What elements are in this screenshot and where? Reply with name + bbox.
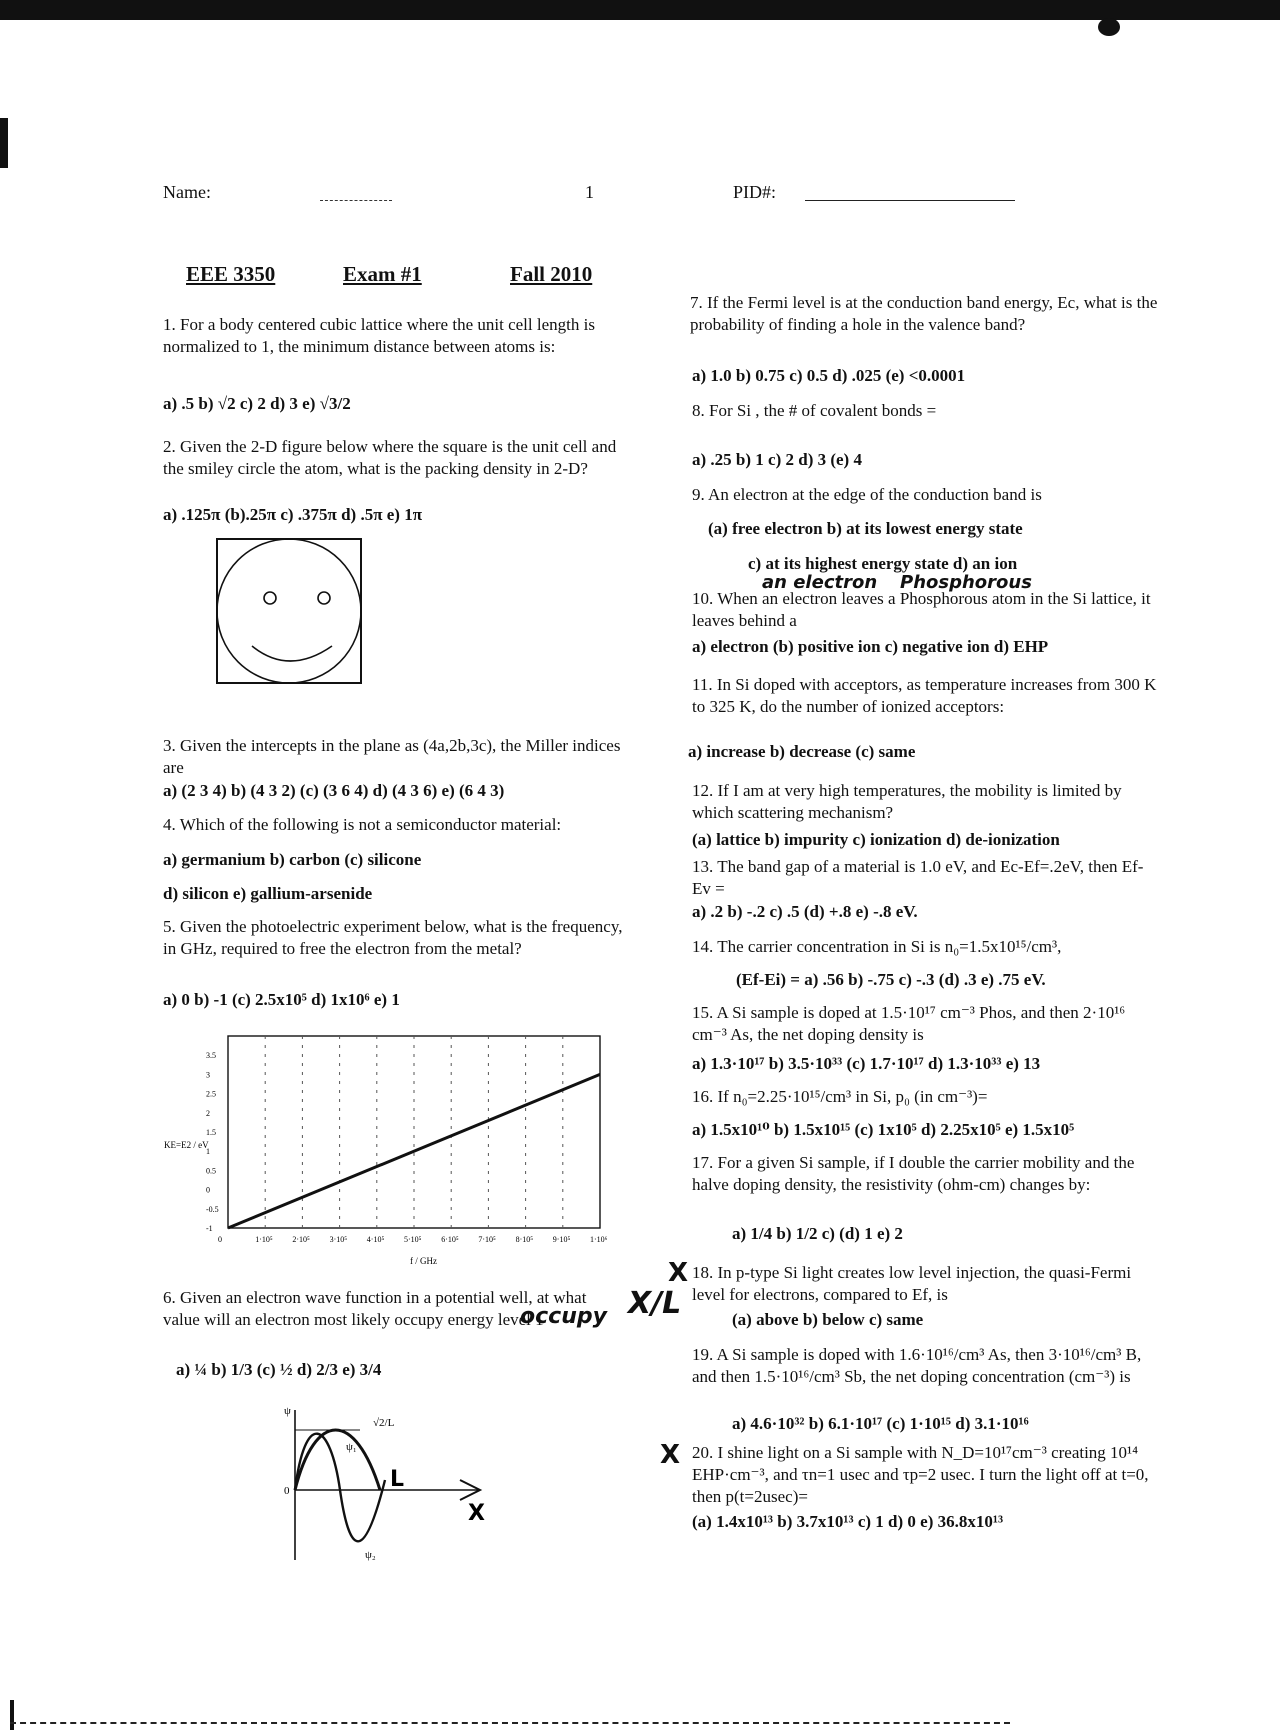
question-3-options: a) (2 3 4) b) (4 3 2) (c) (3 6 4) d) (4 3 6) e) (6 4 3) — [163, 781, 505, 800]
name-label: Name: — [163, 182, 211, 202]
handwritten-phosphorous: Phosphorous — [900, 572, 1032, 593]
question-11-text: 11. In Si doped with acceptors, as temperature increases from 300 K to 325 K, do the number of ionized acceptors: — [692, 675, 1157, 716]
question-11-options: a) increase b) decrease (c) same — [688, 742, 916, 761]
question-14-text: 14. The carrier concentration in Si is n₀=1.5x10¹⁵/cm³, — [692, 937, 1062, 956]
question-20-text: 20. I shine light on a Si sample with N_D=10¹⁷cm⁻³ creating 10¹⁴ EHP·cm⁻³, and τn=1 usec and τp=2 usec. I turn the light off at t=0, then p(t=2usec)= — [692, 1443, 1149, 1506]
question-2-options: a) .125π (b).25π c) .375π d) .5π e) 1π — [163, 505, 423, 524]
scan-left-mark — [0, 118, 8, 168]
x-tick-label: 0 — [218, 1235, 222, 1244]
y-tick-label: 3.5 — [206, 1051, 216, 1061]
question-12-text: 12. If I am at very high temperatures, the mobility is limited by which scattering mechanism? — [692, 781, 1122, 822]
question-3-text: 3. Given the intercepts in the plane as (4a,2b,3c), the Miller indices are — [163, 736, 621, 777]
y-tick-label: 3 — [206, 1070, 210, 1080]
smiley-left-eye — [264, 592, 276, 604]
question-2-text: 2. Given the 2-D figure below where the square is the unit cell and the smiley circle the atom, what is the packing density in 2-D? — [163, 437, 617, 478]
ke-series-line — [228, 1074, 600, 1228]
question-8-options: a) .25 b) 1 c) 2 d) 3 (e) 4 — [692, 450, 862, 469]
psi-label: ψ — [284, 1405, 291, 1417]
y-tick-label: 2 — [206, 1108, 210, 1118]
y-tick-label: 1 — [206, 1147, 210, 1157]
page-number: 1 — [585, 182, 594, 202]
question-8-text: 8. For Si , the # of covalent bonds = — [692, 401, 937, 420]
x-label: X — [468, 1501, 485, 1526]
question-9-options-row1: (a) free electron b) at its lowest energy state — [708, 519, 1023, 538]
x-tick-label: 3·10⁵ — [329, 1235, 348, 1244]
chart-xlabel: f / GHz — [410, 1256, 437, 1266]
question-17-options: a) 1/4 b) 1/2 c) (d) 1 e) 2 — [732, 1224, 903, 1243]
x-tick-label: 8·10⁵ — [515, 1235, 534, 1244]
question-10-options: a) electron (b) positive ion c) negative ion d) EHP — [692, 637, 1049, 656]
name-field[interactable] — [320, 200, 392, 201]
scan-top-bar — [0, 0, 1280, 20]
pid-field[interactable] — [805, 200, 1015, 201]
question-12-options: (a) lattice b) impurity c) ionization d) de-ionization — [692, 830, 1060, 849]
question-16-text: 16. If n₀=2.25·10¹⁵/cm³ in Si, p₀ (in cm⁻³)= — [692, 1087, 988, 1106]
question-9-options-row2: c) at its highest energy state d) an ion — [748, 554, 1018, 573]
handwritten-x-mark-18: X — [668, 1258, 689, 1288]
question-4-text: 4. Which of the following is not a semiconductor material: — [163, 815, 562, 834]
psi2-label: ψ₂ — [365, 1549, 376, 1561]
handwritten-x-over-l: X/L — [628, 1286, 682, 1321]
x-tick-label: 7·10⁵ — [478, 1235, 496, 1244]
x-tick-label: 9·10⁵ — [552, 1235, 571, 1244]
question-7-text: 7. If the Fermi level is at the conduction band energy, Ec, what is the probability of finding a hole in the valence band? — [690, 293, 1158, 334]
question-1-text: 1. For a body centered cubic lattice where the unit cell length is normalized to 1, the minimum distance between atoms is: — [163, 315, 595, 356]
question-18-options: (a) above b) below c) same — [732, 1310, 924, 1329]
question-4-options-row2: d) silicon e) gallium-arsenide — [163, 884, 373, 903]
x-tick-label: 1·10⁵ — [255, 1235, 273, 1244]
question-9-text: 9. An electron at the edge of the conduction band is — [692, 485, 1042, 504]
question-20-options: (a) 1.4x10¹³ b) 3.7x10¹³ c) 1 d) 0 e) 36.8x10¹³ — [692, 1512, 1004, 1531]
question-1-options: a) .5 b) √2 c) 2 d) 3 e) √3/2 — [163, 394, 351, 413]
term-title: Fall 2010 — [510, 262, 593, 286]
l-label: L — [390, 1467, 405, 1492]
smiley-right-eye — [318, 592, 330, 604]
question-10-text: 10. When an electron leaves a Phosphorous atom in the Si lattice, it leaves behind a — [692, 589, 1151, 630]
question-15-text: 15. A Si sample is doped at 1.5·10¹⁷ cm⁻³ Phos, and then 2·10¹⁶ cm⁻³ As, the net doping density is — [692, 1003, 1126, 1044]
chart-ylabel: KE=E2 / eV — [164, 1140, 209, 1150]
question-17-text: 17. For a given Si sample, if I double the carrier mobility and the halve doping density, the resistivity (ohm-cm) changes by: — [692, 1153, 1135, 1194]
question-19-text: 19. A Si sample is doped with 1.6·10¹⁶/cm³ As, then 3·10¹⁶/cm³ B, and then 1.5·10¹⁶/cm³ Sb, the net doping concentration (cm⁻³) is — [692, 1345, 1142, 1386]
question-7-options: a) 1.0 b) 0.75 c) 0.5 d) .025 (e) <0.0001 — [692, 366, 966, 385]
y-tick-label: 1.5 — [206, 1128, 216, 1137]
y-tick-label: -0.5 — [206, 1204, 219, 1214]
exam-title: Exam #1 — [343, 262, 422, 286]
question-6-text: 6. Given an electron wave function in a potential well, at what value will an electron most likely occupy energy level 1 — [163, 1288, 587, 1329]
photoelectric-chart — [160, 1030, 620, 1270]
x-tick-label: 4·10⁵ — [366, 1235, 385, 1244]
question-5-options: a) 0 b) -1 (c) 2.5x10⁵ d) 1x10⁶ e) 1 — [163, 990, 400, 1009]
amplitude-label: √2/L — [373, 1417, 395, 1429]
y-tick-label: 0.5 — [206, 1166, 216, 1176]
question-13-options: a) .2 b) -.2 c) .5 (d) +.8 e) -.8 eV. — [692, 902, 918, 921]
course-title: EEE 3350 — [186, 262, 276, 286]
question-18-text: 18. In p-type Si light creates low level injection, the quasi-Fermi level for electrons, compared to Ef, is — [692, 1263, 1132, 1304]
question-14-options: (Ef-Ei) = a) .56 b) -.75 c) -.3 (d) .3 e) .75 eV. — [736, 970, 1046, 989]
question-6-options: a) ¼ b) 1/3 (c) ½ d) 2/3 e) 3/4 — [176, 1360, 382, 1379]
handwritten-x-mark-20: X — [660, 1440, 681, 1470]
handwritten-an-electron: an electron — [762, 572, 878, 593]
question-19-options: a) 4.6·10³² b) 6.1·10¹⁷ (c) 1·10¹⁵ d) 3.1·10¹⁶ — [732, 1414, 1029, 1433]
question-4-options-row1: a) germanium b) carbon (c) silicone — [163, 850, 422, 869]
question-13-text: 13. The band gap of a material is 1.0 eV, and Ec-Ef=.2eV, then Ef-Ev = — [692, 857, 1144, 898]
question-5-text: 5. Given the photoelectric experiment below, what is the frequency, in GHz, required to free the electron from the metal? — [163, 917, 623, 958]
wave-function-figure — [270, 1400, 500, 1565]
y-tick-label: -1 — [206, 1224, 213, 1233]
x-tick-label: 1·10⁶ — [590, 1235, 608, 1244]
smiley-unit-cell-figure — [216, 538, 362, 684]
scan-bottom-line — [10, 1722, 1010, 1724]
pid-label: PID#: — [733, 182, 777, 202]
y-tick-label: 0 — [206, 1185, 210, 1195]
y-tick-label: 2.5 — [206, 1089, 216, 1099]
question-16-options: a) 1.5x10¹⁰ b) 1.5x10¹⁵ (c) 1x10⁵ d) 2.25x10⁵ e) 1.5x10⁵ — [692, 1120, 1075, 1139]
x-tick-label: 5·10⁵ — [404, 1235, 422, 1244]
question-15-options: a) 1.3·10¹⁷ b) 3.5·10³³ (c) 1.7·10¹⁷ d) 1.3·10³³ e) 13 — [692, 1054, 1041, 1073]
psi1-label: ψ₁ — [346, 1441, 357, 1453]
scan-bottom-left-mark — [10, 1700, 14, 1730]
smiley-mouth — [252, 646, 332, 661]
x-tick-label: 2·10⁵ — [292, 1235, 310, 1244]
x-tick-label: 6·10⁵ — [441, 1235, 459, 1244]
scan-corner-blot — [1098, 18, 1120, 36]
handwritten-occupy: occupy — [520, 1304, 607, 1329]
origin-label: 0 — [284, 1485, 290, 1497]
